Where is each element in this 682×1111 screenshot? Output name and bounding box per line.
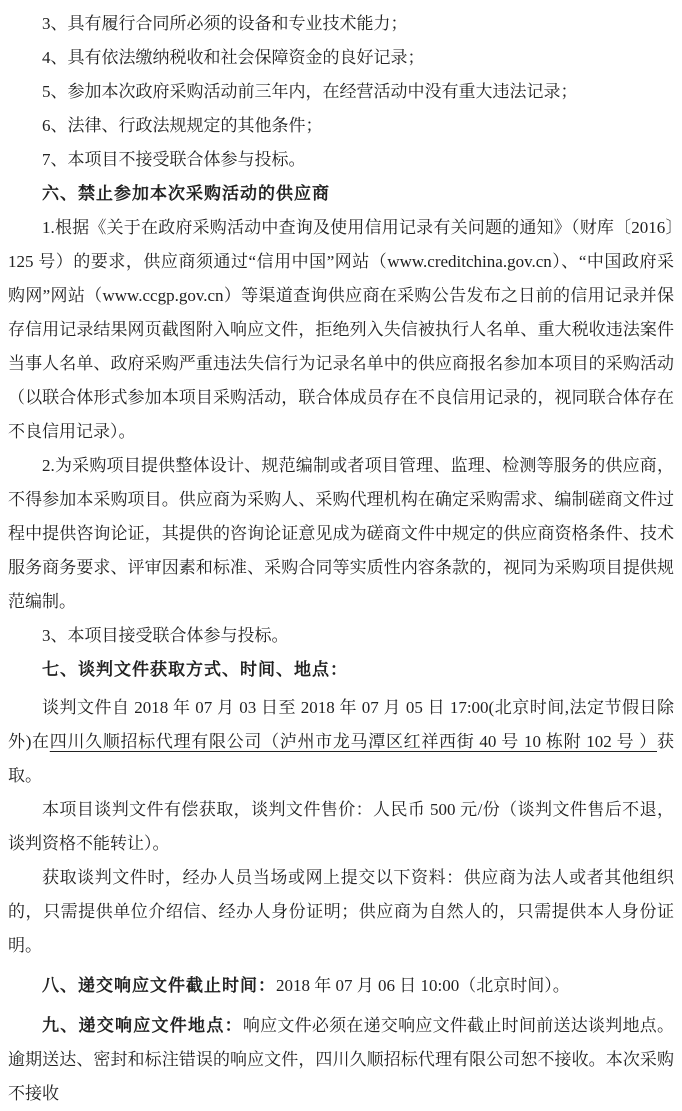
paragraph (8, 7, 674, 41)
paragraph (8, 619, 674, 653)
text-run: 获取谈判文件时，经办人员当场或网上提交以下资料：供应商为法人或者其他组织的，只需提供单位介绍信、经办人身份证明；供应商为自然人的，只需提供本人身份证明。 (8, 868, 674, 955)
paragraph (8, 143, 674, 177)
section-heading (8, 177, 674, 211)
underlined-agency-address: 四川久顺招标代理有限公司（泸州市龙马潭区红祥西街 40 号 10 栋附 102 号 ） (49, 732, 657, 751)
text-run: 7、本项目不接受联合体参与投标。 (42, 150, 306, 169)
text-run: 6、法律、行政法规规定的其他条件； (42, 116, 323, 135)
document-body (8, 7, 674, 1111)
text-run: 2.为采购项目提供整体设计、规范编制或者项目管理、监理、检测等服务的供应商，不得参加本采购项目。供应商为采购人、采购代理机构在确定采购需求、编制磋商文件过程中提供咨询论证，其提供的咨询论证意见成为磋商文件中规定的供应商资格条件、技术服务商务要求、评审因素和标准、采购合同等实质性内容条款的，视同为采购项目提供规范编制。 (8, 456, 674, 611)
text-run: 七、谈判文件获取方式、时间、地点： (42, 660, 348, 679)
text-run: 谈判文件自 2018 年 07 月 03 日至 2018 年 07 月 05 日 17:00(北京时间,法定节假日除外)在 (8, 698, 674, 751)
text-run: 5、参加本次政府采购活动前三年内，在经营活动中没有重大违法记录； (42, 82, 578, 101)
text-run: 4、具有依法缴纳税收和社会保障资金的良好记录； (42, 48, 425, 67)
paragraph (8, 691, 674, 793)
bold-clause-label: 九、递交响应文件地点： (42, 1016, 243, 1035)
text-run: 3、本项目接受联合体参与投标。 (42, 626, 289, 645)
text-run: 响应文件必须在递交响应文件截止时间前送达谈判地点。逾期送达、密封和标注错误的响应文件，四川久顺招标代理有限公司恕不接收。本次采购不接收 (8, 1016, 674, 1103)
paragraph (8, 449, 674, 619)
section-heading (8, 653, 674, 687)
paragraph (8, 1009, 674, 1111)
text-run: 1.根据《关于在政府采购活动中查询及使用信用记录有关问题的通知》（财库〔2016〕125 号）的要求，供应商须通过“信用中国”网站（www.creditchina.gov.cn）、“中国政府采购网”网站（www.ccgp.gov.cn）等渠道查询供应商在采购公告发布之日前的信用记录并保存信用记录结果网页截图附入响应文件，拒绝列入失信被执行人名单、重大税收违法案件当事人名单、政府采购严重违法失信行为记录名单中的供应商报名参加本项目的采购活动（以联合体形式参加本项目采购活动，联合体成员存在不良信用记录的，视同联合体存在不良信用记录）。 (8, 218, 674, 441)
paragraph (8, 75, 674, 109)
text-run: 2018 年 07 月 06 日 10:00（北京时间）。 (276, 976, 570, 995)
paragraph (8, 41, 674, 75)
text-run: 本项目谈判文件有偿获取，谈判文件售价：人民币 500 元/份（谈判文件售后不退，谈判资格不能转让）。 (8, 800, 674, 853)
paragraph (8, 211, 674, 449)
paragraph (8, 109, 674, 143)
bold-clause-label: 八、递交响应文件截止时间： (42, 976, 276, 995)
paragraph (8, 861, 674, 963)
text-run: 获取。 (8, 732, 674, 785)
paragraph (8, 793, 674, 861)
text-run: 3、具有履行合同所必须的设备和专业技术能力； (42, 14, 408, 33)
text-run: 六、禁止参加本次采购活动的供应商 (42, 184, 330, 203)
paragraph (8, 969, 674, 1003)
